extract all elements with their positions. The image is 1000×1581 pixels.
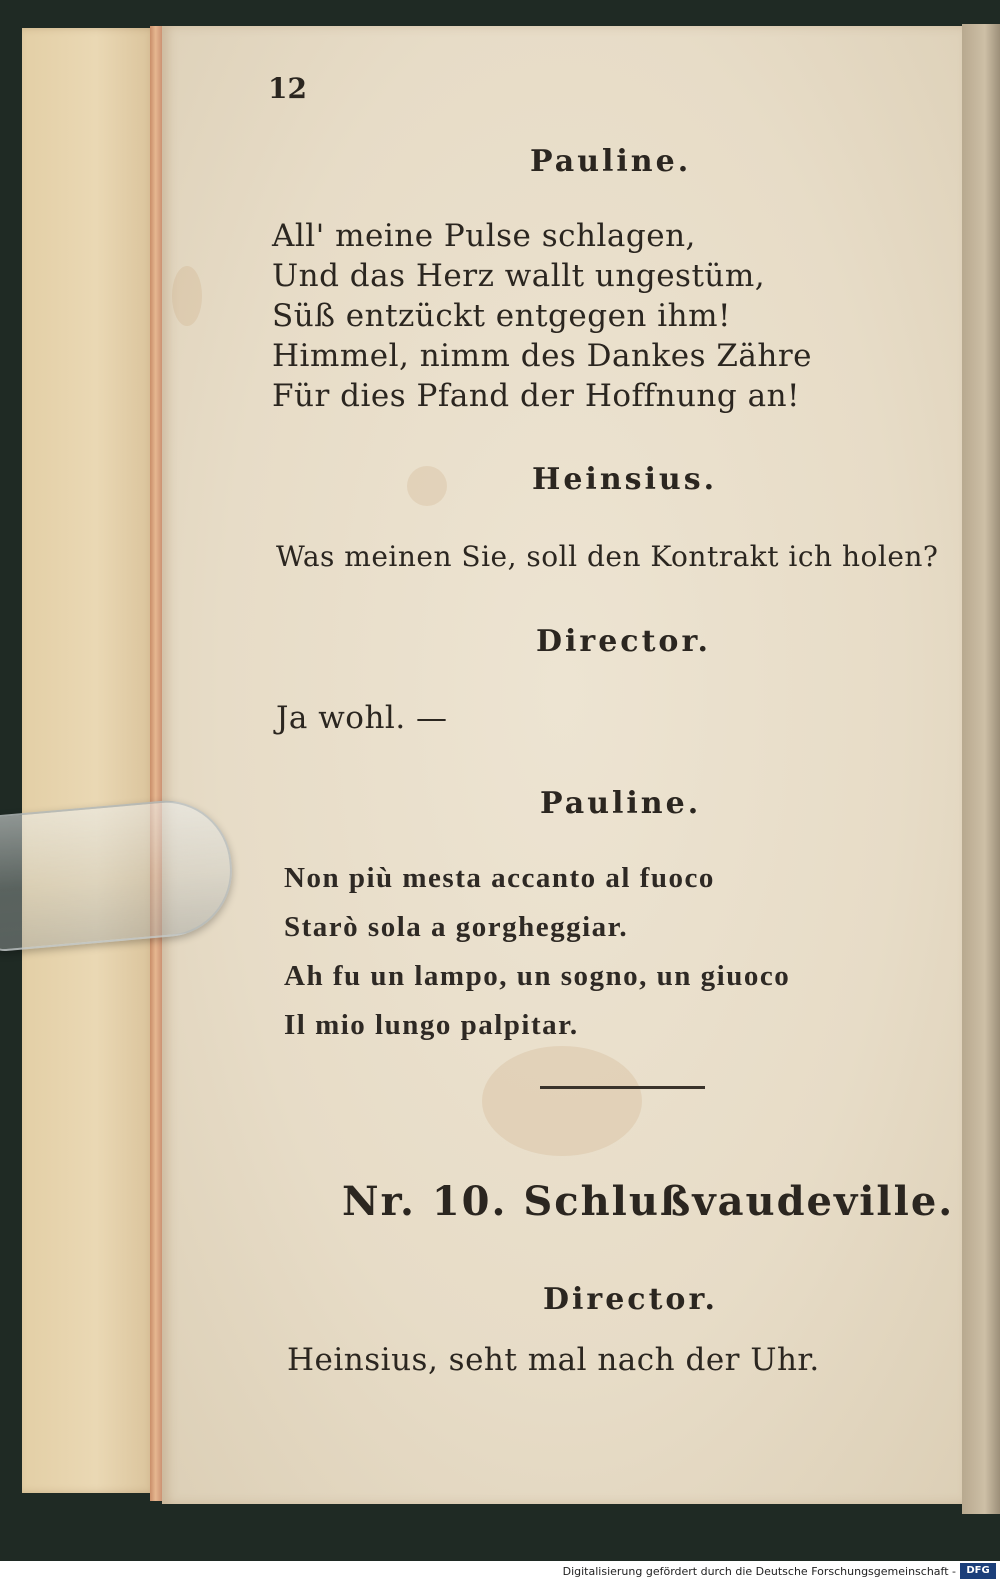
speaker-name: Pauline. — [540, 786, 702, 821]
speaker-name: Director. — [543, 1282, 718, 1317]
verse-line: Ja wohl. — — [276, 700, 448, 736]
footer-credit: Digitalisierung gefördert durch die Deutsche Forschungsgemeinschaft - — [562, 1565, 956, 1578]
italian-verse-line: Starò sola a gorgheggiar. — [284, 911, 629, 943]
left-page-edge — [22, 28, 157, 1493]
speaker-name: Director. — [536, 624, 711, 659]
verse-line: Was meinen Sie, soll den Kontrakt ich holen? — [276, 540, 939, 573]
verse-line: Heinsius, seht mal nach der Uhr. — [287, 1342, 820, 1378]
italian-verse-line: Non più mesta accanto al fuoco — [284, 862, 715, 894]
verse-line: Und das Herz wallt ungestüm, — [272, 258, 766, 294]
speaker-name: Pauline. — [530, 144, 692, 179]
page-number: 12 — [268, 72, 307, 105]
paper-stain — [482, 1046, 642, 1156]
verse-line: Für dies Pfand der Hoffnung an! — [272, 378, 800, 414]
footer-bar — [0, 1561, 1000, 1581]
right-page-edge — [962, 24, 1000, 1514]
verse-line: All' meine Pulse schlagen, — [272, 218, 696, 254]
verse-line: Süß entzückt entgegen ihm! — [272, 298, 731, 334]
italian-verse-line: Ah fu un lampo, un sogno, un giuoco — [284, 960, 791, 992]
paper-stain — [172, 266, 202, 326]
italian-verse-line: Il mio lungo palpitar. — [284, 1009, 579, 1041]
dfg-logo: DFG — [960, 1563, 996, 1579]
paper-stain — [407, 466, 447, 506]
section-heading: Nr. 10. Schlußvaudeville. — [342, 1178, 955, 1225]
speaker-name: Heinsius. — [532, 462, 718, 497]
verse-line: Himmel, nimm des Dankes Zähre — [272, 338, 813, 374]
section-divider — [540, 1086, 705, 1089]
